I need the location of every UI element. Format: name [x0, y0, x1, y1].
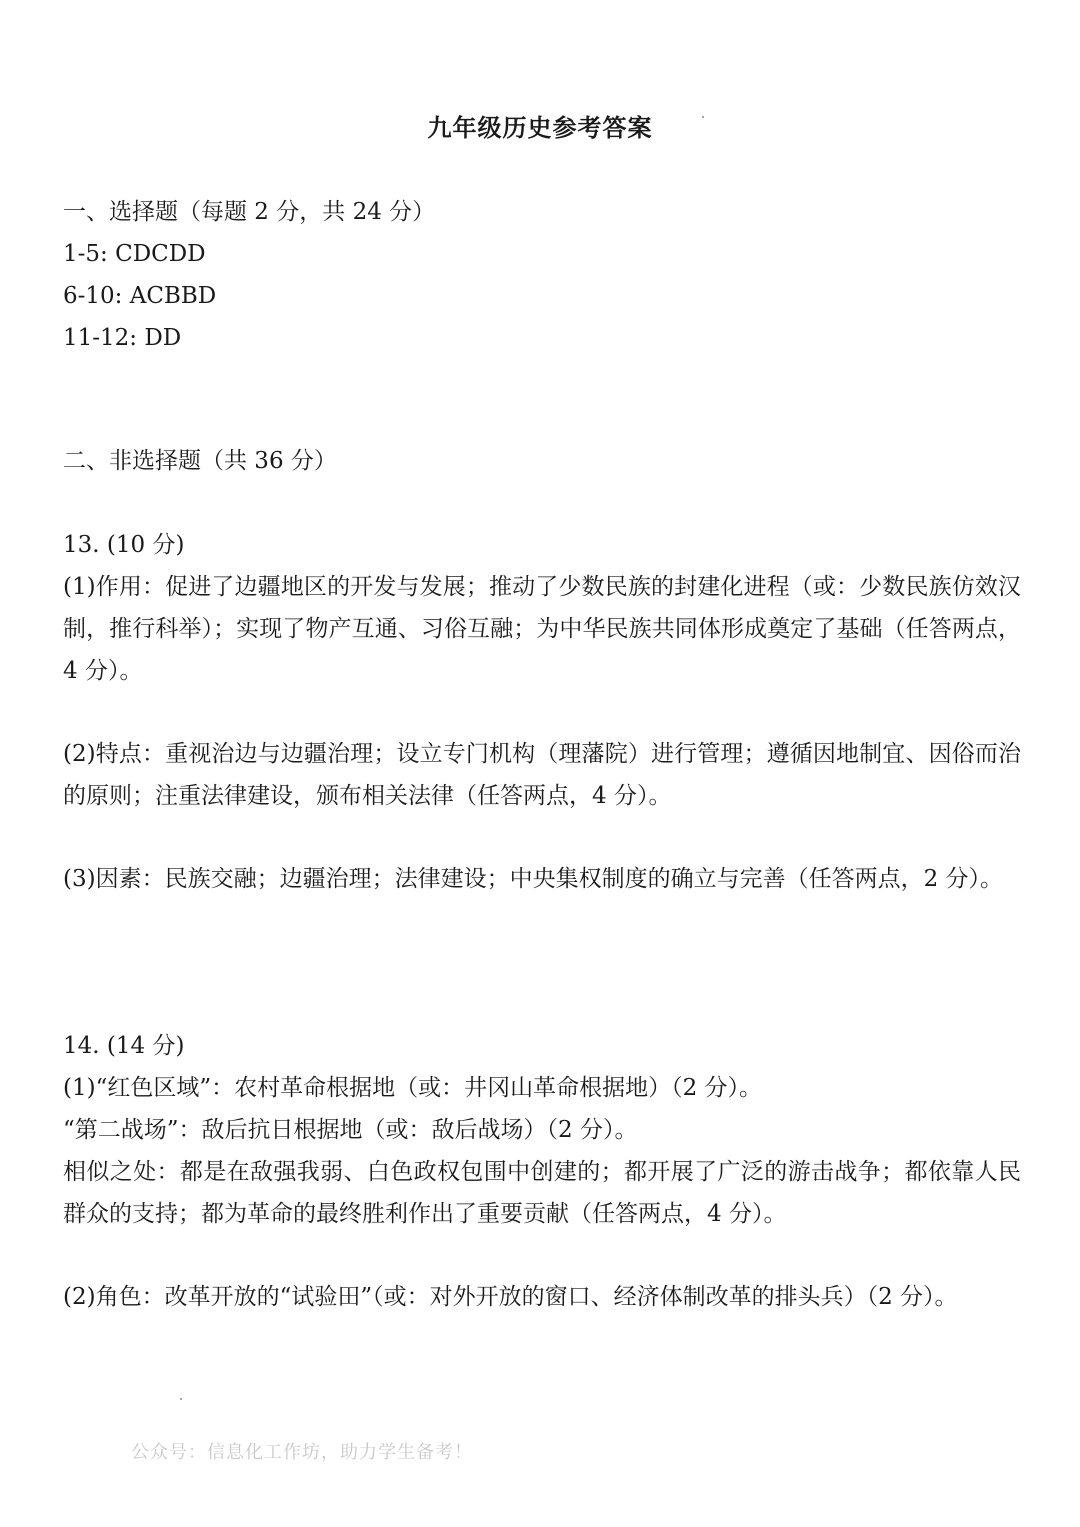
q13-part-3: (3)因素：民族交融；边疆治理；法律建设；中央集权制度的确立与完善（任答两点，2 分）。: [63, 866, 1004, 892]
speck: [702, 116, 704, 118]
q13-header: 13. (10 分): [63, 532, 185, 558]
q14-part-1-similarities: 相似之处：都是在敌强我弱、白色政权包围中创建的；都开展了广泛的游击战争；都依靠人民群众的支持；都为革命的最终胜利作出了重要贡献（任答两点，4 分）。: [63, 1159, 1021, 1227]
speck: [180, 1398, 182, 1400]
q14-part-2: (2)角色：改革开放的“试验田”（或：对外开放的窗口、经济体制改革的排头兵）（2 分）。: [63, 1284, 958, 1310]
answer-line-3: 11-12: DD: [63, 325, 182, 351]
answer-line-1: 1-5: CDCDD: [63, 241, 206, 267]
page-title: 九年级历史参考答案: [427, 113, 653, 142]
q13-part-2: (2)特点：重视治边与边疆治理；设立专门机构（理藩院）进行管理；遵循因地制宜、因俗而治的原则；注重法律建设，颁布相关法律（任答两点，4 分）。: [63, 741, 1021, 809]
answer-line-2: 6-10: ACBBD: [63, 283, 217, 309]
q14-header: 14. (14 分): [63, 1033, 185, 1059]
section-2-heading: 二、非选择题（共 36 分）: [63, 448, 337, 474]
q14-part-1-line-1: (1)“红色区域”：农村革命根据地（或：井冈山革命根据地）（2 分）。: [63, 1075, 763, 1101]
q14-part-1-line-2: “第二战场”：敌后抗日根据地（或：敌后战场）（2 分）。: [63, 1117, 638, 1143]
watermark-text: 公众号：信息化工作坊，助力学生备考！: [131, 1442, 473, 1463]
section-1-heading: 一、选择题（每题 2 分，共 24 分）: [63, 199, 436, 225]
q13-part-1: (1)作用：促进了边疆地区的开发与发展；推动了少数民族的封建化进程（或：少数民族仿效汉制，推行科举）；实现了物产互通、习俗互融；为中华民族共同体形成奠定了基础（任答两点，4 分）。: [63, 574, 1021, 684]
